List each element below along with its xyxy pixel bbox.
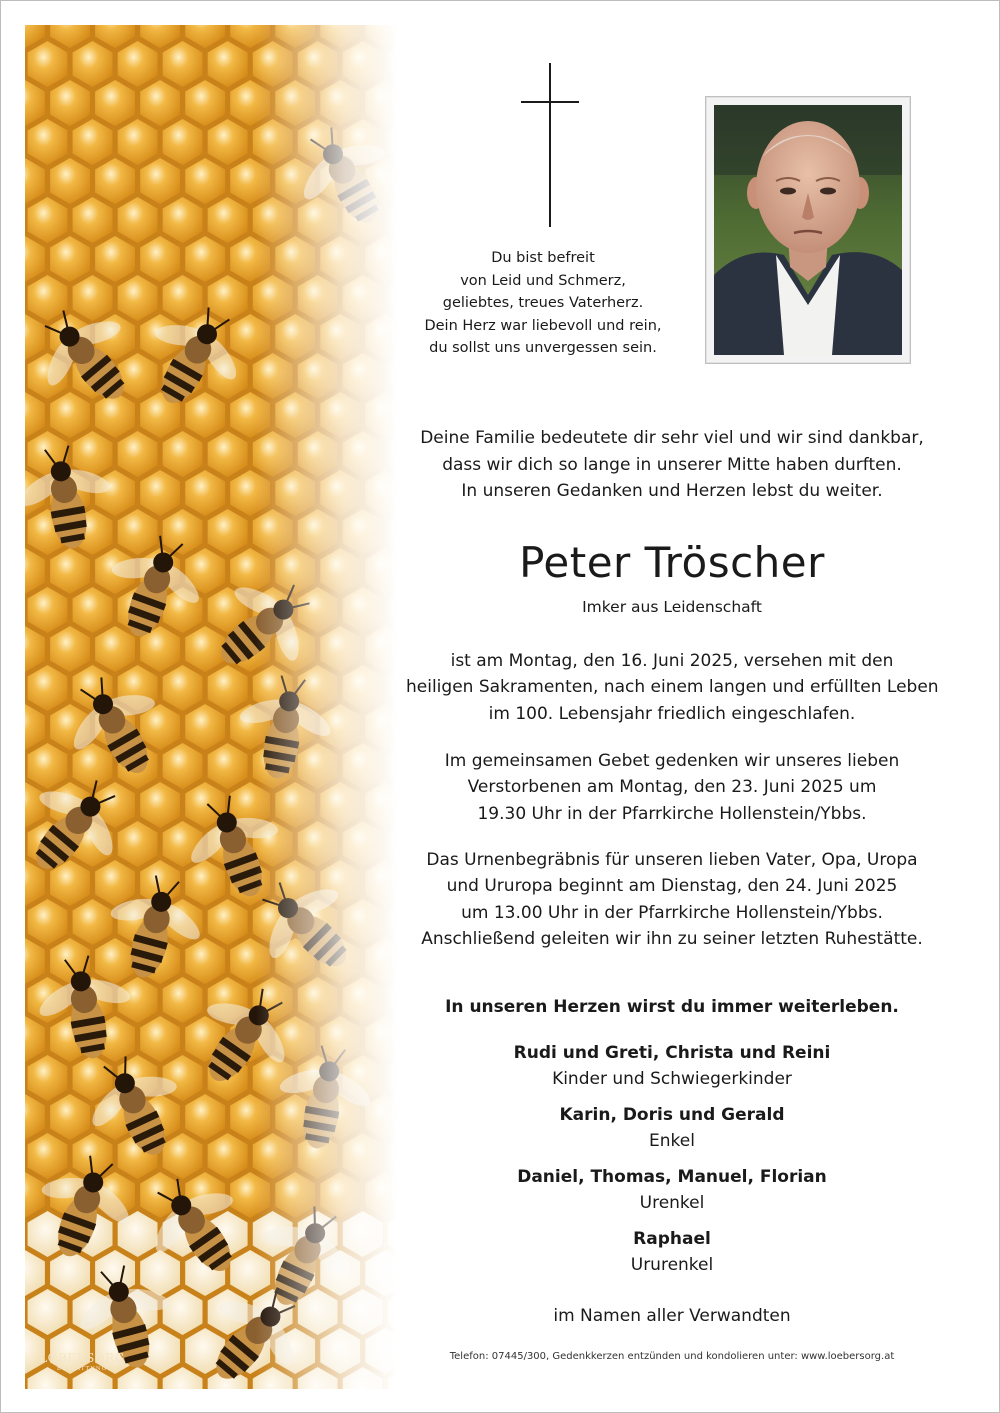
mourner-group	[406, 1164, 938, 1216]
paragraph-line: Anschließend geleiten wir ihn zu seiner letzten Ruhestätte.	[421, 928, 923, 949]
honeycomb-bees-illustration	[25, 25, 397, 1389]
mourner-names: Daniel, Thomas, Manuel, Florian	[517, 1167, 827, 1187]
paragraph-line: und Ururopa beginnt am Dienstag, den 24. Juni 2025	[446, 876, 898, 897]
contact-footer: Telefon: 07445/300, Gedenkkerzen entzünden und kondolieren unter: www.loebersorg.at	[449, 1351, 895, 1362]
paragraph-line: Verstorbenen am Montag, den 23. Juni 2025 um	[467, 777, 877, 798]
logo-subtitle: BESTATTUNG	[56, 1366, 108, 1372]
mourners-list	[406, 1040, 938, 1288]
mourner-relation: Ururenkel	[630, 1255, 714, 1275]
funeral-home-logo	[37, 1351, 127, 1372]
cross-icon	[521, 63, 579, 227]
mourner-group	[406, 1040, 938, 1092]
poem-line: du sollst uns unvergessen sein.	[429, 340, 657, 356]
paragraph-line: 19.30 Uhr in der Pfarrkirche Hollenstein/Ybbs.	[477, 803, 867, 824]
poem-line: Dein Herz war liebevoll und rein,	[424, 317, 662, 334]
mourner-group	[406, 1102, 938, 1154]
death-notice-paragraph	[406, 648, 938, 727]
paragraph-line: Das Urnenbegräbnis für unseren lieben Vater, Opa, Uropa	[426, 850, 918, 870]
memorial-poem	[393, 247, 693, 360]
deceased-name: Peter Tröscher	[519, 538, 825, 587]
mourner-names: Rudi und Greti, Christa und Reini	[513, 1043, 831, 1063]
closing-line: im Namen aller Verwandten	[553, 1306, 791, 1326]
paragraph-line: ist am Montag, den 16. Juni 2025, versehen mit den	[450, 651, 894, 671]
poem-line: von Leid und Schmerz,	[460, 272, 626, 289]
intro-line: dass wir dich so lange in unserer Mitte haben durften.	[442, 454, 902, 475]
intro-text	[406, 425, 938, 505]
paragraph-line: heiligen Sakramenten, nach einem langen und erfüllten Leben	[406, 677, 939, 698]
logo-name: LÖBERSORG	[39, 1351, 125, 1365]
mourner-names: Karin, Doris und Gerald	[559, 1105, 785, 1125]
paragraph-line: um 13.00 Uhr in der Pfarrkirche Hollenstein/Ybbs.	[461, 902, 883, 923]
intro-line: Deine Familie bedeutete dir sehr viel und wir sind dankbar,	[420, 428, 924, 448]
mourner-relation: Enkel	[649, 1131, 695, 1151]
intro-line: In unseren Gedanken und Herzen lebst du weiter.	[461, 481, 883, 501]
paragraph-line: Im gemeinsamen Gebet gedenken wir unseres lieben	[444, 751, 900, 771]
prayer-paragraph	[406, 748, 938, 827]
portrait-photo	[714, 105, 902, 355]
burial-paragraph	[406, 847, 938, 952]
poem-line: Du bist befreit	[491, 250, 595, 266]
portrait-frame	[705, 96, 911, 364]
motto: In unseren Herzen wirst du immer weiterleben.	[445, 997, 899, 1017]
deceased-subtitle: Imker aus Leidenschaft	[582, 598, 762, 616]
mourner-group	[406, 1226, 938, 1278]
paragraph-line: im 100. Lebensjahr friedlich eingeschlafen.	[488, 703, 856, 724]
mourner-relation: Kinder und Schwiegerkinder	[552, 1069, 792, 1089]
mourner-relation: Urenkel	[639, 1193, 705, 1213]
poem-line: geliebtes, treues Vaterherz.	[442, 295, 644, 311]
honeycomb-bees-image	[25, 25, 397, 1389]
mourner-names: Raphael	[633, 1229, 711, 1249]
